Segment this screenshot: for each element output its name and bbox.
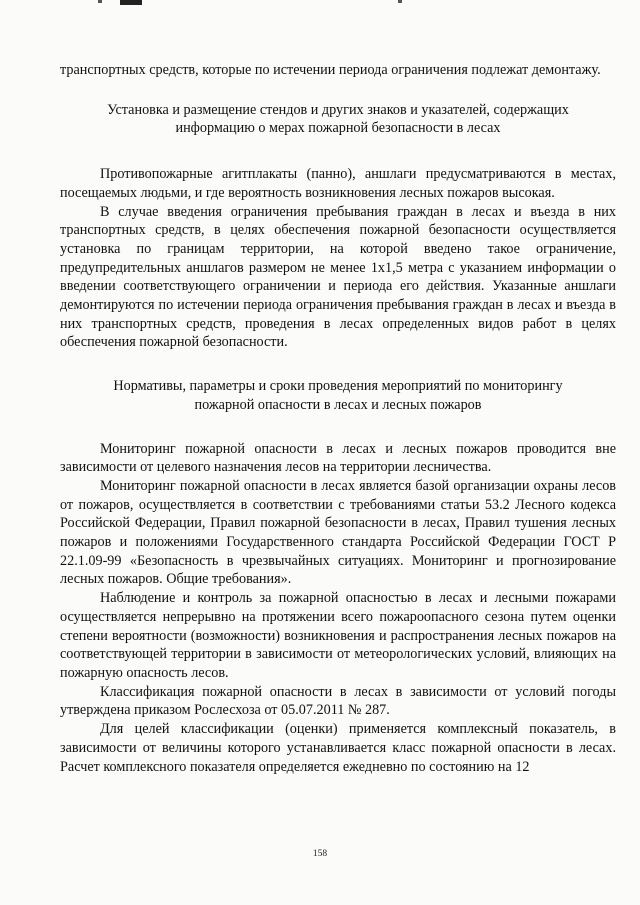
paragraph-continuation: транспортных средств, которые по истечении периода ограничения подлежат демонтажу. xyxy=(60,62,601,78)
scan-artifact-speck xyxy=(98,0,102,3)
scan-artifact-mark xyxy=(120,0,142,5)
paragraph: Наблюдение и контроль за пожарной опасностью в лесах и лесными пожарами осуществляется непрерывно на протяжении всего пожароопасного сезона путем оценки степени вероятности (возможности) возникновения и распространения лесных пожаров на соответствующей территории в зависимости от метеорологических условий, влияющих на пожарную опасность лесов. xyxy=(60,590,616,681)
paragraph: Классификация пожарной опасности в лесах в зависимости от условий погоды утверждена приказом Рослесхоза от 05.07.2011 № 287. xyxy=(60,683,616,719)
section-heading-stands: Установка и размещение стендов и других знаков и указателей, содержащих информацию о мерах пожарной безопасности в лесах xyxy=(107,101,569,137)
scan-artifact-speck xyxy=(398,0,402,3)
paragraph: Для целей классификации (оценки) применяется комплексный показатель, в зависимости от величины которого устанавливается класс пожарной опасности в лесах. Расчет комплексного показателя определяется ежедневно по состоянию на 12 xyxy=(60,721,616,775)
paragraph: Противопожарные агитплакаты (панно), аншлаги предусматриваются в местах, посещаемых людьми, и где вероятность возникновения лесных пожаров высокая. xyxy=(60,166,616,201)
paragraph: В случае введения ограничения пребывания граждан в лесах и въезда в них транспортных средств, в целях обеспечения пожарной безопасности осуществляется установка по границам территории, на которой введено такое ограничение, предупредительных аншлагов размером не менее 1х1,5 метра с указанием информации о введении соответствующего ограничении и периода его действия. Указанные аншлаги демонтируются по истечении периода ограничения пребывания граждан в лесах и въезда в них транспортных средств, проведения в лесах определенных видов работ в целях обеспечения пожарной безопасности. xyxy=(60,203,616,351)
page-content xyxy=(60,61,616,776)
paragraph: Мониторинг пожарной опасности в лесах и лесных пожаров проводится вне зависимости от целевого назначения лесов на территории лесничества. xyxy=(60,440,616,476)
section-heading-monitoring: Нормативы, параметры и сроки проведения мероприятий по мониторингу пожарной опасности в лесах и лесных пожаров xyxy=(113,378,563,413)
paragraph: Мониторинг пожарной опасности в лесах является базой организации охраны лесов от пожаров, осуществляется в соответствии с требованиями статьи 53.2 Лесного кодекса Российской Федерации, Правил пожарной безопасности в лесах, Правил тушения лесных пожаров и положениями Государственного стандарта Российской Федерации ГОСТ Р 22.1.09-99 «Безопасность в чрезвычайных ситуациях. Мониторинг и прогнозирование лесных пожаров. Общие требования». xyxy=(60,477,616,588)
page-number: 158 xyxy=(312,849,328,859)
